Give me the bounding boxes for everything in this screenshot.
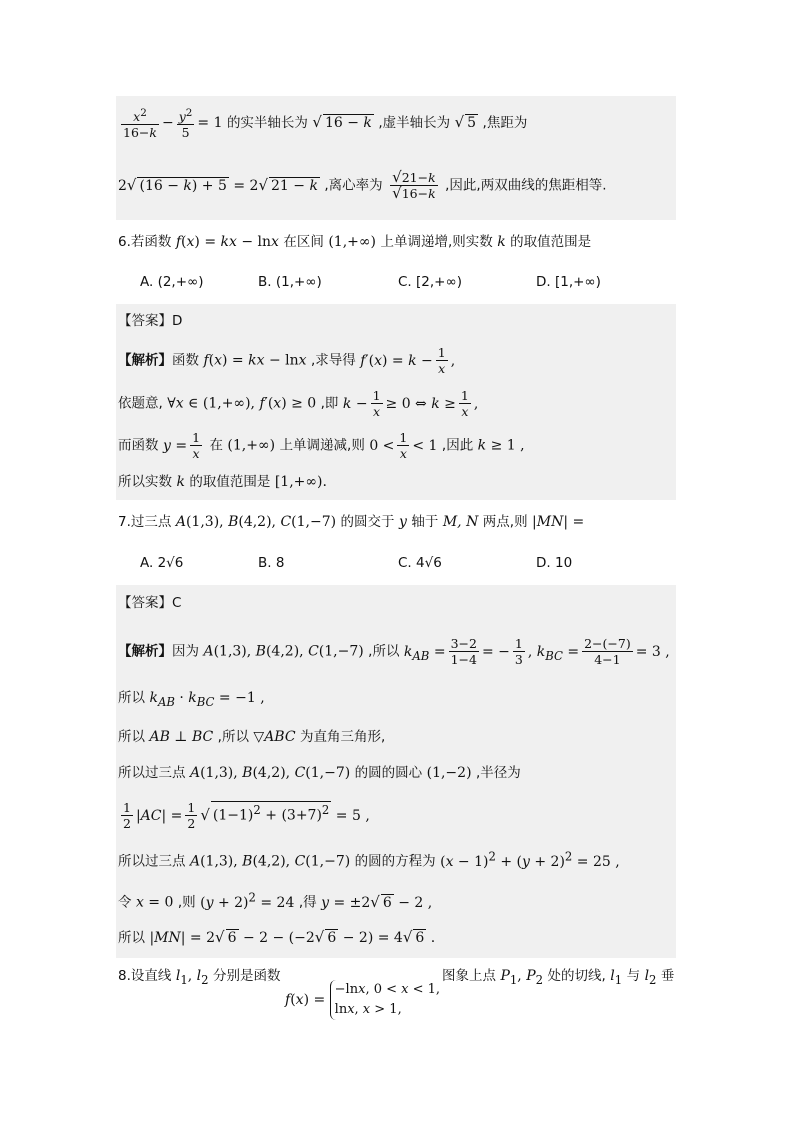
q7-a3-text-3: 为直角三角形, bbox=[300, 729, 386, 745]
q7-analysis-5: $\frac{1}{2}$ |AC| = $\frac{1}{2}$ √ $(1-1)^2 + (3+7)^2 = 5$ , bbox=[123, 800, 370, 831]
q7-analysis-label: 【解析】 bbox=[118, 643, 172, 660]
q6-analysis-label: 【解析】 bbox=[118, 352, 172, 369]
q6-option-c: C. [2,+∞) bbox=[398, 274, 462, 290]
q6-a3-text-4: ,因此 bbox=[441, 437, 474, 454]
q6-a4-text-1: 所以实数 bbox=[118, 474, 172, 490]
q6-stem: 6.若函数 f(x) = kx − lnx 在区间 (1,+∞) 上单调递增,则实数 k 的取值范围是 bbox=[118, 234, 592, 250]
q6-stem-b: 在区间 bbox=[283, 234, 324, 250]
q6-analysis-3: 而函数 y = $\frac{1}{x}$ 在 (1,+∞) 上单调递减,则 0 < $\frac{1}{x}$ < 1 ,因此 k ≥ 1 , bbox=[118, 430, 525, 461]
top-line-1-text-3: ,焦距为 bbox=[482, 115, 528, 132]
q7-a7-text-2: ,则 bbox=[177, 894, 196, 911]
q7-a4-text-1: 所以过三点 bbox=[118, 765, 186, 781]
q7-stem-d: 两点,则 bbox=[482, 514, 528, 530]
q8-stem-2: 图象上点 $P_1$, $P_2$ 处的切线, $l_1$ 与 $l_2$ 垂 bbox=[442, 968, 675, 987]
q7-analysis-1: 【解析】因为 A(1,3), B(4,2), C(1,−7) ,所以 $k_{AB}$ = $\frac{3-2}{1-4}$ = − $\frac{1}{3}$ , $k_{BC}$ = $\frac{2-(-7)}{4-1}$ = 3 , bbox=[118, 636, 670, 667]
q8-stem-d: 处的切线, bbox=[547, 968, 606, 984]
q6-option-a: A. (2,+∞) bbox=[140, 274, 204, 290]
q7-a7-text-3: ,得 bbox=[298, 894, 317, 911]
q6-analysis-1: 【解析】函数 f(x) = kx − lnx ,求导得 f′(x) = k − $\frac{1}{x}$ , bbox=[118, 345, 456, 376]
top-line-1-text-1: 的实半轴长为 bbox=[226, 115, 308, 132]
q6-a3-text-2: 在 bbox=[209, 437, 223, 454]
q6-option-b: B. (1,+∞) bbox=[258, 274, 322, 290]
q7-analysis-3: 所以 AB ⊥ BC ,所以 ▽ABC 为直角三角形, bbox=[118, 729, 386, 745]
q7-analysis-6: 所以过三点 A(1,3), B(4,2), C(1,−7) 的圆的方程为 $(x - 1)^2 + (y + 2)^2 = 25$ , bbox=[118, 849, 620, 870]
q7-stem-c: 轴于 bbox=[411, 514, 439, 530]
q7-analysis-7: 令 x = 0 ,则 $(y + 2)^2 = 24$ ,得 y = ±2√ 6 − 2 , bbox=[118, 890, 433, 911]
q6-analysis-4: 所以实数 k 的取值范围是 [1,+∞). bbox=[118, 474, 327, 490]
q6-a1-text-1: 函数 bbox=[172, 352, 199, 369]
q7-a4-text-2: 的圆的圆心 bbox=[354, 765, 423, 781]
q7-a1-text-2: ,所以 bbox=[368, 643, 400, 660]
q8-stem-1: 8.设直线 $l_1$, $l_2$ 分别是函数 bbox=[118, 968, 281, 987]
top-line-1-text-2: ,虚半轴长为 bbox=[378, 115, 451, 132]
q7-stem-a: 7.过三点 bbox=[118, 514, 172, 530]
q8-stem-c: 图象上点 bbox=[442, 968, 496, 984]
q8-stem-b: 分别是函数 bbox=[213, 968, 281, 984]
q6-a2-text-1: 依题意, bbox=[118, 395, 163, 412]
top-line-2-text-1: ,离心率为 bbox=[324, 177, 383, 194]
q6-option-d: D. [1,+∞) bbox=[536, 274, 601, 290]
q7-analysis-4: 所以过三点 A(1,3), B(4,2), C(1,−7) 的圆的圆心 (1,−2) ,半径为 bbox=[118, 765, 521, 781]
q8-stem-a: 8.设直线 bbox=[118, 968, 172, 984]
q6-a3-text-3: 上单调递减,则 bbox=[279, 437, 365, 454]
q7-analysis-2: 所以 $k_{AB} \cdot k_{BC} = -1$ , bbox=[118, 690, 265, 709]
top-line-2-text-2: ,因此,两双曲线的焦距相等. bbox=[445, 177, 607, 194]
q7-answer: 【答案】C bbox=[118, 595, 182, 611]
q7-stem-b: 的圆交于 bbox=[340, 514, 395, 530]
q7-a3-text-2: ,所以 bbox=[217, 729, 249, 745]
q6-a3-text-1: 而函数 bbox=[118, 437, 159, 454]
q6-a4-text-2: 的取值范围是 bbox=[189, 474, 271, 490]
q8-stem-f: 垂 bbox=[660, 968, 675, 984]
q6-analysis-2: 依题意, ∀x ∈ (1,+∞), f′(x) ≥ 0 ,即 k − $\frac{1}{x}$ ≥ 0 ⇔ k ≥ $\frac{1}{x}$ , bbox=[118, 388, 479, 419]
q6-a2-text-2: ,即 bbox=[320, 395, 339, 412]
q6-a1-text-2: ,求导得 bbox=[310, 352, 356, 369]
q7-a3-text-1: 所以 bbox=[118, 729, 145, 745]
q6-stem-a: 6.若函数 bbox=[118, 234, 172, 250]
q7-option-b: B. 8 bbox=[258, 555, 285, 571]
q7-a8-text-1: 所以 bbox=[118, 930, 145, 946]
q7-a1-text-1: 因为 bbox=[172, 643, 199, 660]
q7-option-a: A. 2√6 bbox=[140, 555, 184, 571]
q6-stem-c: 上单调递增,则实数 bbox=[380, 234, 493, 250]
q6-answer: 【答案】D bbox=[118, 313, 183, 329]
q6-stem-d: 的取值范围是 bbox=[510, 234, 592, 250]
q7-stem: 7.过三点 A(1,3), B(4,2), C(1,−7) 的圆交于 y 轴于 M, N 两点,则 |MN| = bbox=[118, 514, 585, 530]
q8-piecewise: f(x) = −lnx, 0 < x < 1, lnx, x > 1, bbox=[285, 980, 440, 1020]
q7-a4-text-3: ,半径为 bbox=[475, 765, 521, 781]
top-line-1: $\frac{x^2}{16-k}$ − $\frac{y^2}{5}$ = 1 的实半轴长为 √ 16 − k ,虚半轴长为 √ 5 ,焦距为 bbox=[123, 107, 528, 141]
q7-analysis-8: 所以 |MN| = 2√ 6 − 2 − (−2√ 6 − 2) = 4√ 6 . bbox=[118, 928, 436, 946]
q7-option-d: D. 10 bbox=[536, 555, 573, 571]
q7-option-c: C. 4√6 bbox=[398, 555, 442, 571]
q7-a6-text-1: 所以过三点 bbox=[118, 853, 186, 870]
q8-stem-e: 与 bbox=[626, 968, 641, 984]
q7-s-text: 所以 bbox=[118, 690, 145, 706]
q7-a7-text-1: 令 bbox=[118, 894, 132, 911]
q7-a6-text-2: 的圆的方程为 bbox=[354, 853, 436, 870]
top-line-2: 2√ (16 − k) + 5 = 2√ 21 − k ,离心率为 $\frac{√21-k}{√16-k}$ ,因此,两双曲线的焦距相等. bbox=[118, 168, 607, 202]
